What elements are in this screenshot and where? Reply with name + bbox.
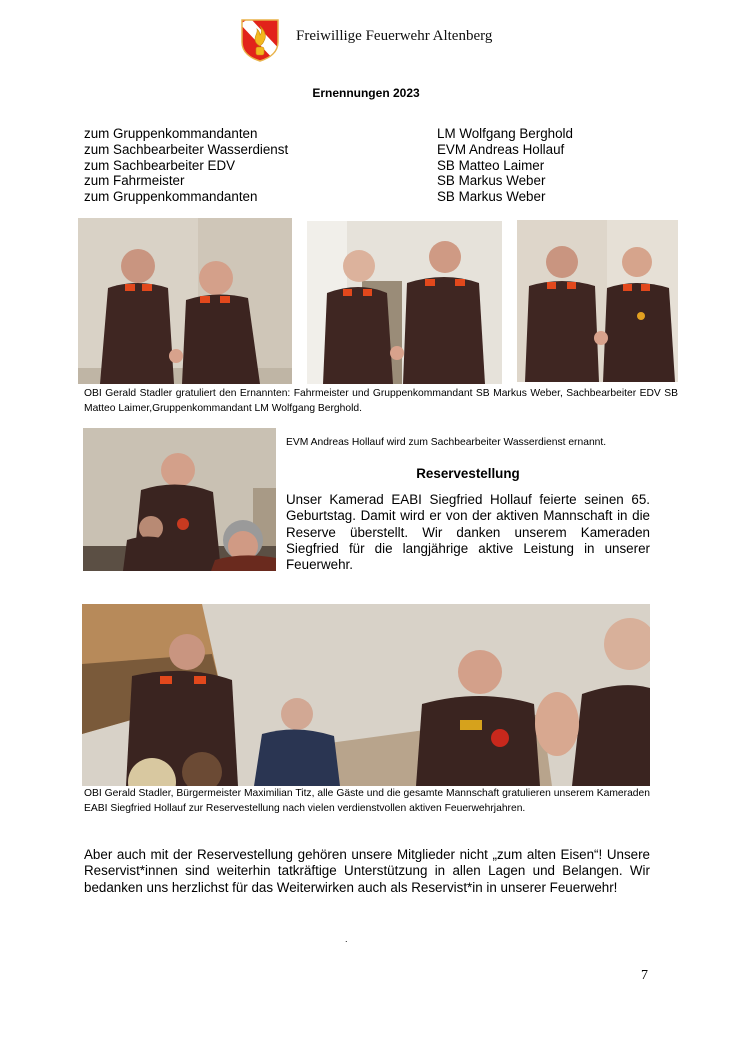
appointment-name: EVM Andreas Hollauf xyxy=(437,141,565,157)
appointment-name: SB Matteo Laimer xyxy=(437,157,545,173)
appointment-name: LM Wolfgang Berghold xyxy=(437,126,573,141)
page-number: 7 xyxy=(641,968,648,983)
wasserdienst-caption: EVM Andreas Hollauf wird zum Sachbearbeiter Wasserdienst ernannt. xyxy=(286,437,607,448)
appointment-roles xyxy=(84,126,288,205)
reserve-text: Unser Kamerad EABI Siegfried Hollauf feierte seinen 65. Geburtstag. Damit wird er von der aktiven Mannschaft in die Reserve überstellt. Wir danken unserem Kameraden Siegfried für die langjährige aktive Leistung in unserer Feuerwehr. xyxy=(286,492,650,573)
photo-reservestellung-group xyxy=(82,604,650,786)
appointment-role: zum Sachbearbeiter EDV xyxy=(84,157,236,173)
photo-handshake-berghold xyxy=(78,218,292,384)
appointments-title: Ernennungen 2023 xyxy=(312,86,420,100)
appointments-photo-caption: OBI Gerald Stadler gratuliert den Ernannten: Fahrmeister und Gruppenkommandant SB Markus Weber, Sachbearbeiter EDV SB Matteo Laimer,Gruppenkommandant LM Wolfgang Berghold. xyxy=(84,388,678,414)
fire-brigade-logo-icon xyxy=(240,18,280,62)
appointment-names xyxy=(437,126,573,205)
photo-hollauf-standing xyxy=(83,428,276,571)
reserve-photo-caption: OBI Gerald Stadler, Bürgermeister Maximilian Titz, alle Gäste und die gesamte Mannschaft gratulieren unserem Kameraden EABI Siegfried Hollauf zur Reservestellung nach vielen verdienstvollen aktiven Feuerwehrjahren. xyxy=(84,788,650,814)
appointment-name: SB Markus Weber xyxy=(437,173,546,189)
appointment-name: SB Markus Weber xyxy=(437,189,546,205)
appointment-role: zum Gruppenkommandanten xyxy=(84,126,258,141)
appointment-role: zum Gruppenkommandanten xyxy=(84,189,258,205)
photo-handshake-laimer xyxy=(307,221,502,384)
photo-handshake-weber xyxy=(517,220,678,382)
appointment-role: zum Sachbearbeiter Wasserdienst xyxy=(84,141,289,157)
closing-text: Aber auch mit der Reservestellung gehören unsere Mitglieder nicht „zum alten Eisen“! Unsere Reservist*innen sind weiterhin tatkräftige Unterstützung in allen Lagen und Belangen. Wir bedanken uns herzlichst für das Weiterwirken auch als Reservist*in in unserer Feuerwehr! xyxy=(84,847,650,895)
footer-dot: . xyxy=(345,934,348,944)
header-title: Freiwillige Feuerwehr Altenberg xyxy=(296,28,493,44)
reserve-title: Reservestellung xyxy=(416,466,520,481)
appointment-role: zum Fahrmeister xyxy=(84,173,185,189)
